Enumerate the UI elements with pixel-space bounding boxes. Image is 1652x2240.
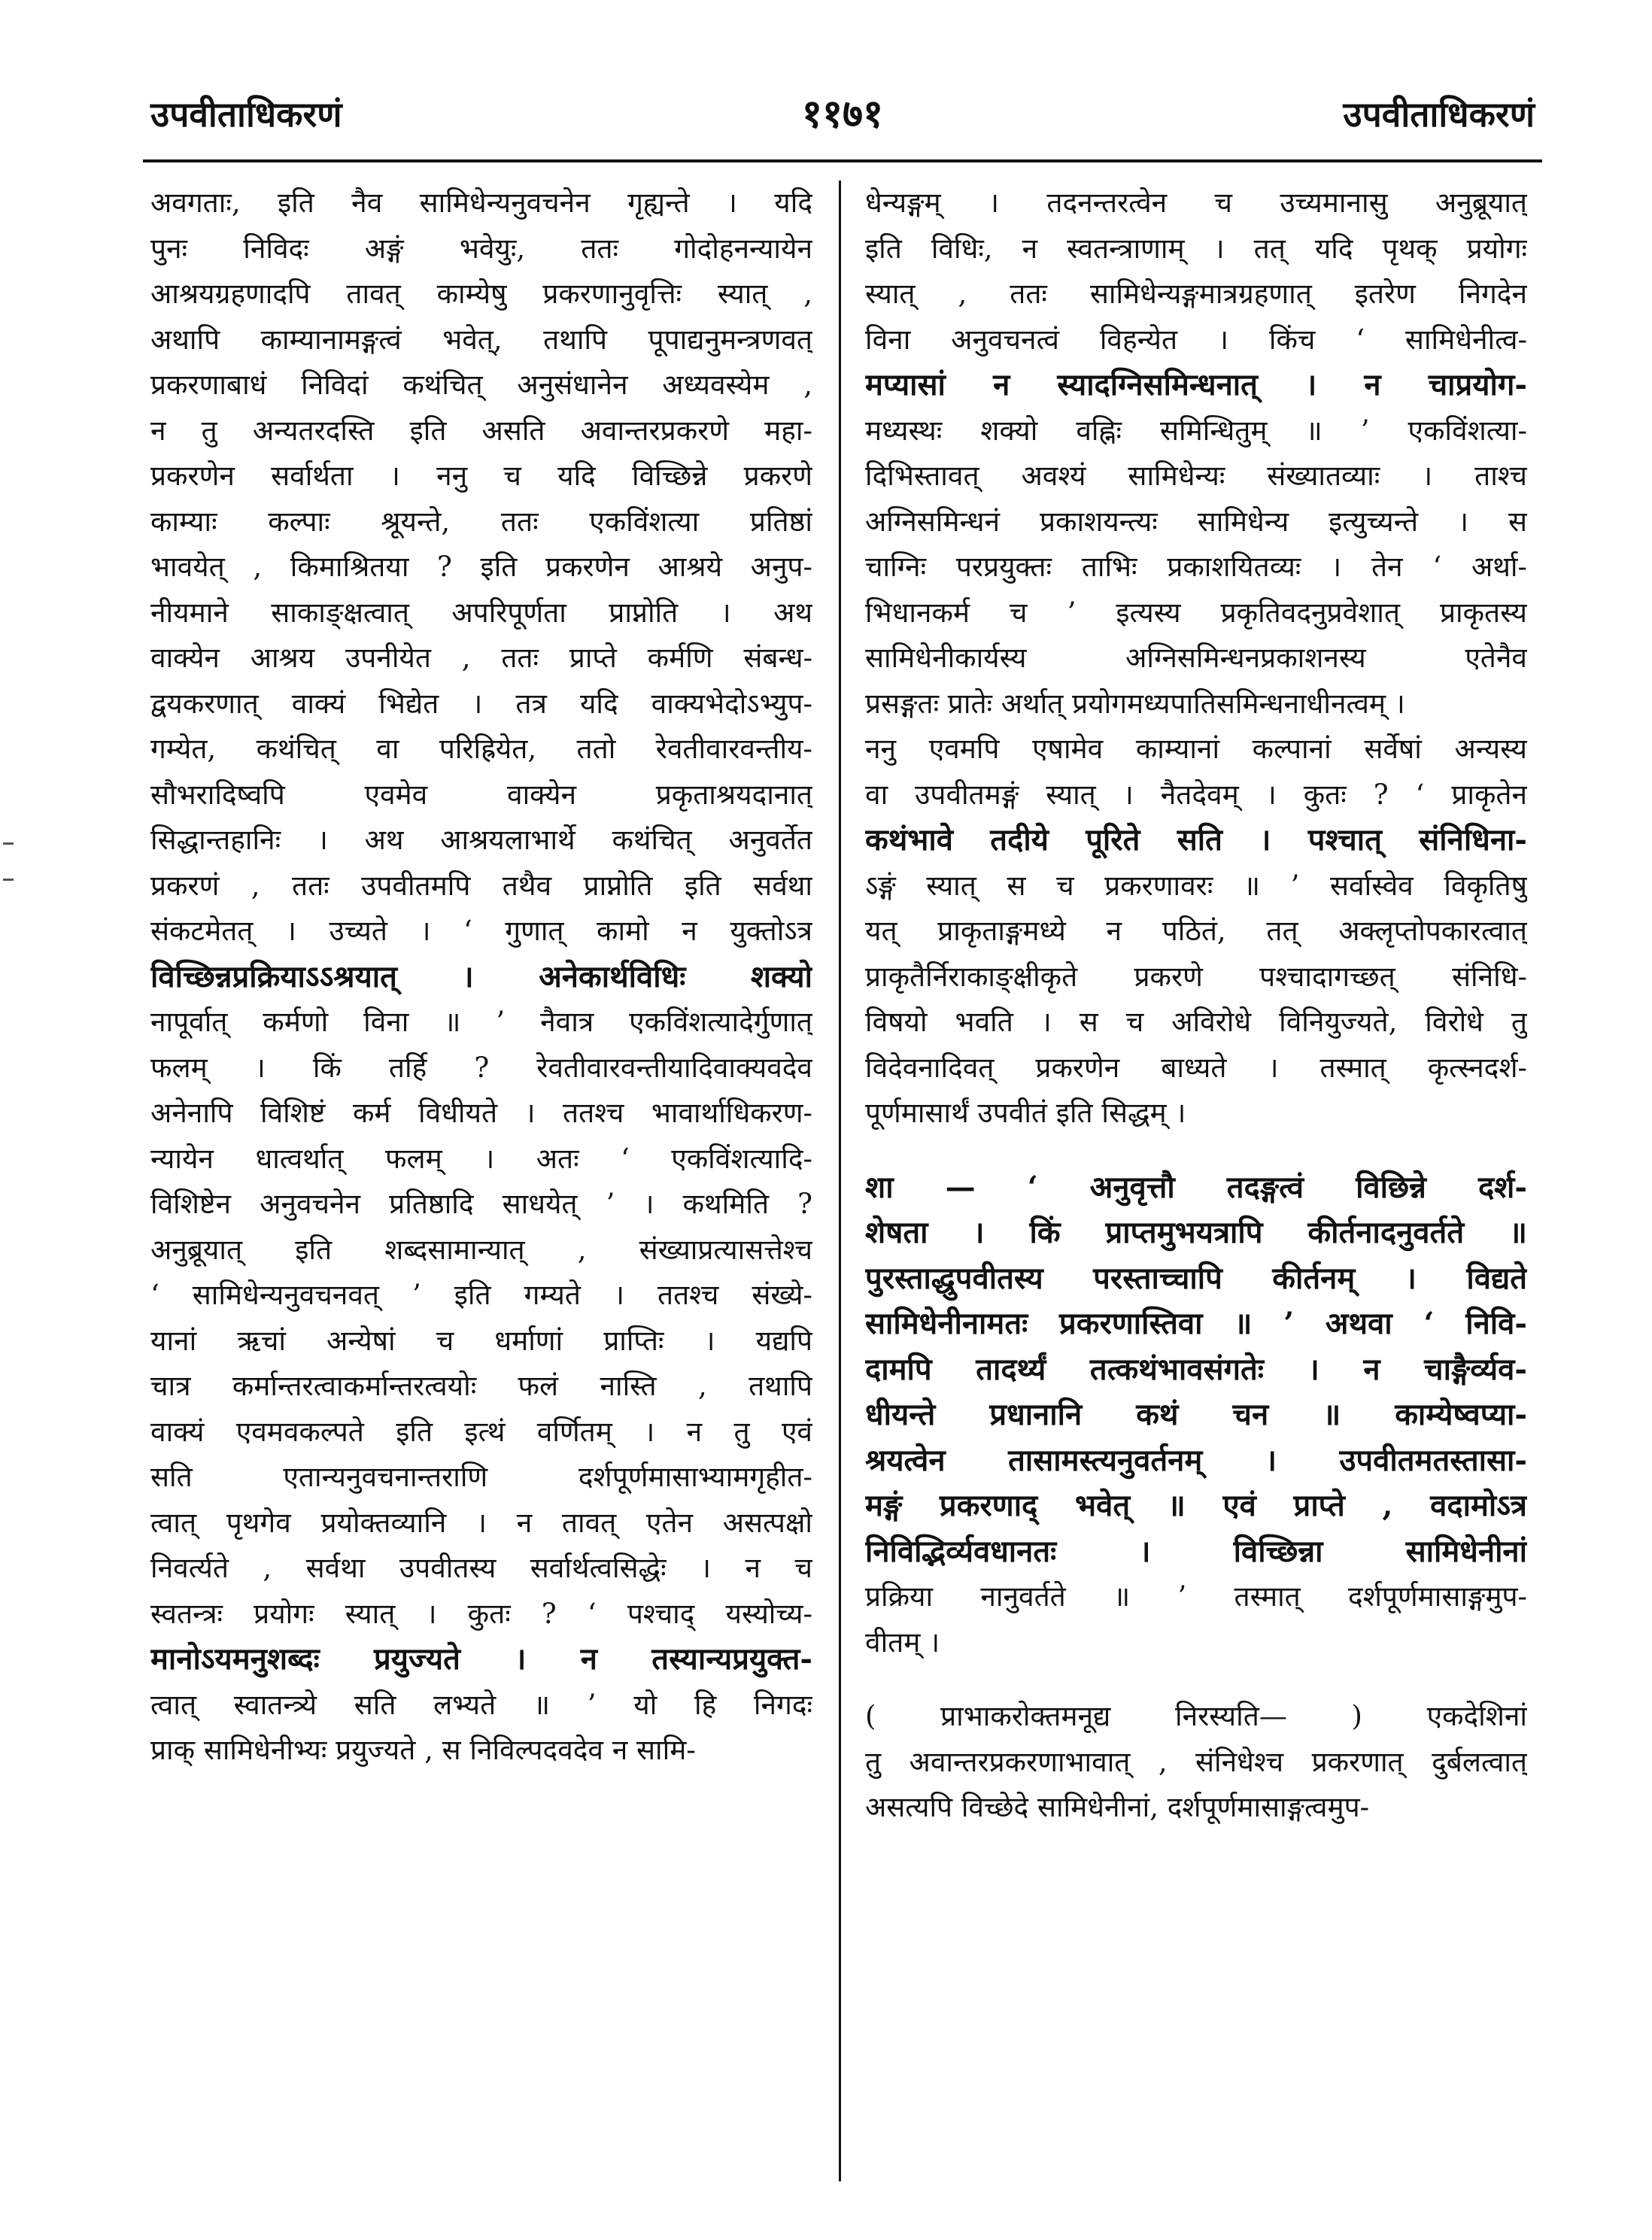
right-column-text-line: सामिधेनीकार्यस्य अग्निसमिन्धनप्रकाशनस्य एतेनैव — [865, 642, 1527, 674]
right-column-text-line: भिधानकर्म च ’ इत्यस्य प्रकृतिवदनुप्रवेशात् प्राकृतस्य — [865, 596, 1527, 629]
right-column-text-line: विदेवनादिवत् प्रकरणेन बाध्यते । तस्मात् कृत्स्नदर्श- — [865, 1051, 1527, 1084]
page-header — [150, 90, 1535, 150]
left-column-text-line: यानां ऋचां अन्येषां च धर्माणां प्राप्तिः । यद्यपि — [150, 1324, 812, 1357]
right-column-text-line: शेषता । किं प्राप्तमुभयत्रापि कीर्तनादनुवर्तते ॥ — [865, 1215, 1527, 1250]
left-column-text-line: न तु अन्यतरदस्ति इति असति अवान्तरप्रकरणे महा- — [150, 414, 812, 447]
left-column-text-line: संकटमेतत् । उच्यते । ‘ गुणात् कामो न युक्तोऽत्र — [150, 915, 812, 947]
left-column-text-line: आश्रयग्रहणादपि तावत् काम्येषु प्रकरणानुवृत्तिः स्यात् , — [150, 278, 812, 310]
right-column-text-line: शा — ‘ अनुवृत्तौ तदङ्गत्वं विछिन्ने दर्श- — [865, 1169, 1527, 1205]
left-column-text-line: अथापि काम्यानामङ्गत्वं भवेत्, तथापि पूपाद्यनुमन्त्रणवत् — [150, 323, 812, 356]
left-column-text-line: गम्येत, कथंचित् वा परिह्रियेत, ततो रेवतीवारवन्तीय- — [150, 733, 812, 765]
left-column-text-line: प्रकरणेन सर्वार्थता । ननु च यदि विच्छिन्ने प्रकरणे — [150, 460, 812, 492]
page-number: ११७१ — [801, 91, 884, 137]
right-column-text-line: विना अनुवचनत्वं विहन्येत । किंच ‘ सामिधेनीत्व- — [865, 323, 1527, 356]
left-column-text-line: फलम् । किं तर्हि ? रेवतीवारवन्तीयादिवाक्यवदेव — [150, 1051, 812, 1084]
left-column-text-line: पुनः निविदः अङ्गं भवेयुः, ततः गोदोहनन्यायेन — [150, 232, 812, 265]
left-column-text-line: प्रकरणाबाधं निविदां कथंचित् अनुसंधानेन अध्यवस्येम , — [150, 369, 812, 401]
right-column-text-line: प्रसङ्गतः प्रातेः अर्थात् प्रयोगमध्यपातिसमिन्धनाधीनत्वम् । — [865, 687, 1405, 720]
right-column-text-line: असत्यपि विच्छेदे सामिधेनीनां, दर्शपूर्णमासाङ्गत्वमुप- — [865, 1791, 1370, 1823]
left-column-text-line: त्वात् स्वातन्त्र्ये सति लभ्यते ॥ ’ यो हि निगदः — [150, 1688, 812, 1721]
right-column-text-line: मङ्गं प्रकरणाद् भवेत् ॥ एवं प्राप्ते , वदामोऽत्र — [865, 1488, 1527, 1523]
left-column-text-line: विच्छिन्नप्रक्रियाऽऽश्रयात् । अनेकार्थविधिः शक्यो — [150, 958, 812, 994]
running-title-left: उपवीताधिकरणं — [150, 94, 342, 135]
left-column-text-line: सिद्धान्तहानिः । अथ आश्रयलाभार्थे कथंचित् अनुवर्तेत — [150, 824, 812, 856]
column-divider — [839, 181, 841, 2181]
left-column-text-line: मानोऽयमनुशब्दः प्रयुज्यते । न तस्यान्यप्रयुक्त- — [150, 1641, 812, 1677]
left-column-text-line: सौभरादिष्वपि एवमेव वाक्येन प्रकृताश्रयदानात् — [150, 778, 812, 811]
right-column-text-line: वा उपवीतमङ्गं स्यात् । नैतदेवम् । कुतः ? ‘ प्राकृतेन — [865, 778, 1527, 811]
right-column-text-line: यत् प्राकृताङ्गमध्ये न पठितं, तत् अक्लृप्तोपकारत्वात् — [865, 915, 1527, 947]
right-column-text-line: वीतम् । — [865, 1625, 940, 1659]
right-column-text-line: मध्यस्थः शक्यो वह्निः समिन्धितुम् ॥ ’ एकविंशत्या- — [865, 414, 1527, 447]
left-column-text-line: प्रकरणं , ततः उपवीतमपि तथैव प्राप्नोति इति सर्वथा — [150, 869, 812, 902]
running-title-right: उपवीताधिकरणं — [1343, 94, 1535, 135]
left-column-text-line: काम्याः कल्पाः श्रूयन्ते, ततः एकविंशत्या प्रतिष्ठां — [150, 505, 812, 538]
right-column-text-line: धीयन्ते प्रधानानि कथं चन ॥ काम्येष्वप्या- — [865, 1397, 1527, 1432]
right-column-text-line: ( प्राभाकरोक्तमनूद्य निरस्यति— ) एकदेशिनां — [865, 1700, 1527, 1732]
right-column — [865, 181, 1527, 1831]
right-column-text-line: श्रयत्वेन तासामस्त्यनुवर्तनम् । उपवीतमतस्तासा- — [865, 1442, 1527, 1478]
right-column-text-line: ननु एवमपि एषामेव काम्यानां कल्पानां सर्वेषां अन्यस्य — [865, 733, 1527, 765]
right-column-text-line: मप्यासां न स्यादग्निसमिन्धनात् । न चाप्रयोग- — [865, 367, 1527, 402]
left-column-text-line: वाक्यं एवमवकल्पते इति इत्थं वर्णितम् । न तु एवं — [150, 1415, 812, 1448]
left-column-text-line: न्यायेन धात्वर्थात् फलम् । अतः ‘ एकविंशत्यादि- — [150, 1142, 812, 1175]
right-column-text-line: विषयो भवति । स च अविरोधे विनियुज्यते, विरोधे तु — [865, 1006, 1527, 1038]
left-column-text-line: त्वात् पृथगेव प्रयोक्तव्यानि । न तावत् एतेन असत्पक्षो — [150, 1506, 812, 1539]
left-column-text-line: स्वतन्त्रः प्रयोगः स्यात् । कुतः ? ‘ पश्चाद् यस्योच्य- — [150, 1597, 812, 1630]
right-column-text-line: दामपि तादर्थ्यं तत्कथंभावसंगतेः । न चाङ्गैर्व्यव- — [865, 1351, 1527, 1387]
left-column-text-line: नापूर्वात् कर्मणो विना ॥ ’ नैवात्र एकविंशत्यादेर्गुणात् — [150, 1006, 812, 1038]
left-column-text-line: निवर्त्यते , सर्वथा उपवीतस्य सर्वार्थत्वसिद्धेः । न च — [150, 1552, 812, 1584]
left-column-text-line: अवगताः, इति नैव सामिधेन्यनुवचनेन गृह्यन्ते । यदि — [150, 187, 812, 219]
left-column-text-line: ‘ सामिधेन्यनुवचनवत् ’ इति गम्यते । ततश्च संख्ये- — [150, 1279, 812, 1311]
right-column-text-line: कथंभावे तदीये पूरिते सति । पश्चात् संनिधिना- — [865, 822, 1527, 857]
right-column-text-line: ऽङ्गं स्यात् स च प्रकरणावरः ॥ ’ सर्वास्वेव विकृतिषु — [865, 869, 1527, 902]
right-column-text-line: प्राकृतैर्निराकाङ्क्षीकृते प्रकरणे पश्चादागच्छत् संनिधि- — [865, 960, 1527, 993]
left-column-text-line: चात्र कर्मान्तरत्वाकर्मान्तरत्वयोः फलं नास्ति , तथापि — [150, 1370, 812, 1402]
right-column-text-line: स्यात् , ततः सामिधेन्यङ्गमात्रग्रहणात् इतरेण निगदेन — [865, 278, 1527, 310]
right-column-text-line: धेन्यङ्गम् । तदनन्तरत्वेन च उच्यमानासु अनुब्रूयात् — [865, 187, 1527, 219]
scan-edge-mark — [3, 842, 14, 845]
left-column-text-line: द्वयकरणात् वाक्यं भिद्येत । तत्र यदि वाक्यभेदोऽभ्युप- — [150, 687, 812, 720]
paragraph-gap — [865, 1137, 1527, 1165]
left-column-text-line: भावयेत् , किमाश्रितया ? इति प्रकरणेन आश्रये अनुप- — [150, 551, 812, 583]
header-rule — [143, 159, 1542, 162]
right-column-text-line: तु अवान्तरप्रकरणाभावात् , संनिधेश्च प्रकरणात् दुर्बलत्वात् — [865, 1745, 1527, 1778]
left-column — [150, 181, 812, 1774]
right-column-text-line: पूर्णमासार्थं उपवीतं इति सिद्धम् । — [865, 1097, 1186, 1129]
left-column-text-line: वाक्येन आश्रय उपनीयेत , ततः प्राप्ते कर्मणि संबन्ध- — [150, 642, 812, 674]
right-column-text-line: सामिधेनीनामतः प्रकरणास्तिवा ॥ ’ अथवा ‘ निवि- — [865, 1306, 1527, 1341]
right-column-text-line: चाग्निः परप्रयुक्तः ताभिः प्रकाशयितव्यः । तेन ‘ अर्था- — [865, 551, 1527, 583]
left-column-text-line: प्राक् सामिधेनीभ्यः प्रयुज्यते , स निविल्पदवदेव न सामि- — [150, 1734, 696, 1766]
left-column-text-line: सति एतान्यनुवचनान्तराणि दर्शपूर्णमासाभ्यामगृहीत- — [150, 1461, 812, 1493]
scan-edge-mark — [3, 879, 14, 881]
right-column-text-line: प्रक्रिया नानुवर्तते ॥ ’ तस्मात् दर्शपूर्णमासाङ्गमुप- — [865, 1580, 1527, 1613]
paragraph-gap — [865, 1665, 1527, 1694]
left-column-text-line: नीयमाने साकाङ्क्षत्वात् अपरिपूर्णता प्राप्नोति । अथ — [150, 596, 812, 629]
right-column-text-line: निविद्भिर्व्यवधानतः । विच्छिन्ना सामिधेनीनां — [865, 1533, 1527, 1569]
left-column-text-line: अनेनापि विशिष्टं कर्म विधीयते । ततश्च भावार्थाधिकरण- — [150, 1097, 812, 1129]
right-column-text-line: पुरस्ताद्धुपवीतस्य परस्ताच्चापि कीर्तनम् । विद्यते — [865, 1260, 1527, 1296]
right-column-text-line: अग्निसमिन्धनं प्रकाशयन्त्यः सामिधेन्य इत्युच्यन्ते । स — [865, 505, 1527, 538]
right-column-text-line: इति विधिः, न स्वतन्त्राणाम् । तत् यदि पृथक् प्रयोगः — [865, 232, 1527, 265]
right-column-text-line: दिभिस्तावत् अवश्यं सामिधेन्यः संख्यातव्याः । ताश्च — [865, 460, 1527, 492]
left-column-text-line: अनुब्रूयात् इति शब्दसामान्यात् , संख्याप्रत्यासत्तेश्च — [150, 1233, 812, 1266]
left-column-text-line: विशिष्टेन अनुवचनेन प्रतिष्ठादि साधयेत् ’ । कथमिति ? — [150, 1188, 812, 1220]
